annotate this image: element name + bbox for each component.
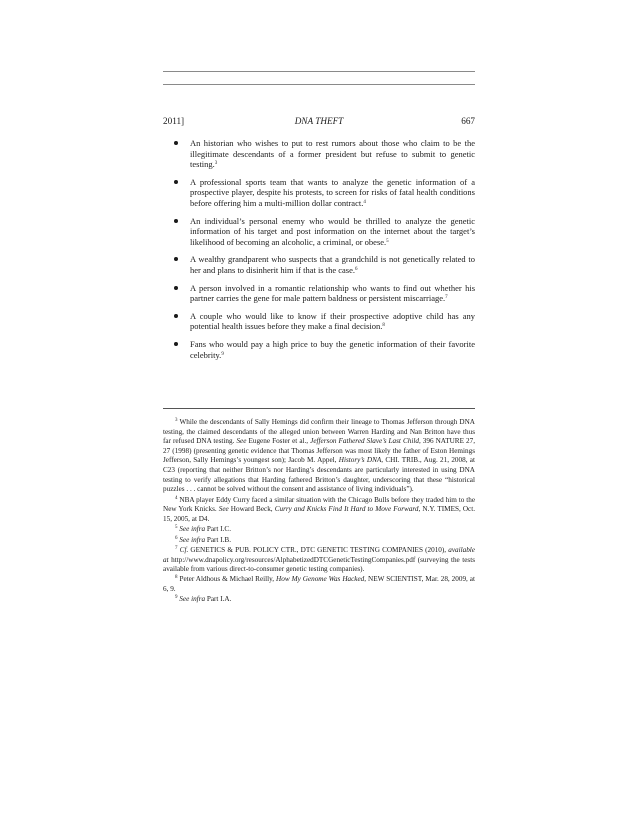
- bullet-icon: [174, 286, 178, 290]
- signal: See infra: [179, 595, 206, 604]
- footnote-ref: 9: [221, 351, 224, 357]
- bullet-icon: [174, 219, 178, 223]
- footnote-text: , 396 NATURE 27, 27 (1998) (presenting genetic evidence that Thomas Jefferson was most likely the father of Eston Hemings Jefferson, Sally Hemings’s youngest son); Jacob M. Appel,: [163, 437, 475, 465]
- signal: See infra: [179, 525, 206, 534]
- footnote-9: [163, 595, 475, 605]
- footnotes: [163, 418, 475, 606]
- footnote-text: , NEW SCIENTIST, Mar. 28, 2009, at 6, 9.: [163, 575, 475, 594]
- bullet-icon: [174, 257, 178, 261]
- bullet-icon: [174, 342, 178, 346]
- bullet-icon: [174, 180, 178, 184]
- top-rule-1: [163, 71, 475, 72]
- bullet-item: [163, 339, 475, 360]
- header-page-number: 667: [461, 116, 475, 126]
- footnote-text: , CHI. TRIB., Aug. 21, 2008, at C23 (reporting that neither Britton’s nor Harding’s descendants are particularly interested in using DNA testing to verify allegations that Harding fathered Britton’s daughter, underscoring that these “historical puzzles . . . cannot be solved without the consent and assistance of living individuals”).: [163, 456, 475, 494]
- bullet-item: [163, 283, 475, 304]
- footnote-number: 6: [175, 535, 178, 541]
- bullet-text: An historian who wishes to put to rest rumors about those who claim to be the illegitimate descendants of a former president but refuse to submit to genetic testing.: [190, 138, 475, 170]
- citation-title: Curry and Knicks Find It Hard to Move Forward: [274, 505, 419, 514]
- top-rule-2: [163, 84, 475, 85]
- footnote-number: 4: [175, 495, 178, 501]
- bullet-text: A professional sports team that wants to analyze the genetic information of a prospective player, despite his protests, to screen for risks of fatal health conditions before offering him a multi-million dollar contract.: [190, 176, 475, 208]
- footnote-text: GENETICS & PUB. POLICY CTR., DTC GENETIC TESTING COMPANIES (2010),: [188, 545, 449, 554]
- bullet-text: A person involved in a romantic relationship who wants to find out whether his partner carries the gene for male pattern baldness or persistent miscarriage.: [190, 282, 475, 304]
- footnote-separator: [163, 408, 475, 409]
- signal: available at: [163, 545, 475, 564]
- running-header: [163, 116, 475, 130]
- citation-title: History’s DNA: [338, 456, 382, 465]
- signal: Cf.: [179, 545, 189, 554]
- header-year: 2011]: [163, 116, 185, 126]
- bullet-text: A couple who would like to know if their prospective adoptive child has any potential health issues before they make a final decision.: [190, 310, 475, 332]
- footnote-6: [163, 536, 475, 546]
- footnote-number: 7: [175, 545, 178, 551]
- footnote-ref: 7: [445, 295, 448, 301]
- bullet-item: [163, 138, 475, 170]
- footnote-5: [163, 525, 475, 535]
- footnote-text: While the descendants of Sally Hemings did confirm their lineage to Thomas Jefferson through DNA testing, the claimed descendants of the alleged union between Warren Harding and Nan Britton have thus far refused DNA testing.: [163, 418, 475, 446]
- bullet-text: An individual’s personal enemy who would be thrilled to analyze the genetic information of his target and post information on the internet about the target’s likelihood of becoming an alcoholic, a criminal, or obese.: [190, 215, 475, 247]
- bullet-item: [163, 311, 475, 332]
- footnote-4: [163, 496, 475, 525]
- signal: See infra: [179, 535, 206, 544]
- footnote-text: Part I.A.: [205, 595, 232, 604]
- footnote-8: [163, 575, 475, 594]
- bullet-item: [163, 254, 475, 275]
- footnote-7: [163, 546, 475, 575]
- footnote-text: NBA player Eddy Curry faced a similar situation with the Chicago Bulls before they traded him to the New York Knicks.: [163, 495, 476, 514]
- bullet-icon: [174, 314, 178, 318]
- footnote-text: http://www.dnapolicy.org/resources/AlphabetizedDTCGeneticTestingCompanies.pdf (surveying the tests available from various direct-to-consumer genetic testing companies).: [163, 555, 475, 574]
- citation-title: Jefferson Fathered Slave’s Last Child: [310, 437, 419, 446]
- footnote-number: 5: [175, 525, 178, 531]
- bullet-list: [163, 138, 475, 367]
- footnote-text: Part I.C.: [205, 525, 231, 534]
- footnote-number: 9: [175, 595, 178, 601]
- footnote-number: 8: [175, 575, 178, 581]
- bullet-text: Fans who would pay a high price to buy the genetic information of their favorite celebrity.: [190, 338, 475, 360]
- citation-title: How My Genome Was Hacked: [276, 575, 365, 584]
- footnote-text: Howard Beck,: [228, 505, 275, 514]
- footnote-text: Peter Aldhous & Michael Reilly,: [179, 575, 277, 584]
- footnote-text: , N.Y. TIMES, Oct. 15, 2005, at D4.: [163, 505, 476, 523]
- bullet-icon: [174, 141, 178, 145]
- footnote-ref: 3: [214, 161, 218, 167]
- footnote-text: Eugene Foster et al.,: [246, 437, 311, 446]
- footnote-ref: 6: [355, 266, 358, 272]
- bullet-text: A wealthy grandparent who suspects that a grandchild is not genetically related to her and plans to disinherit him if that is the case.: [190, 254, 475, 275]
- footnote-ref: 4: [363, 199, 366, 205]
- signal: See: [236, 437, 247, 446]
- bullet-item: [163, 177, 475, 209]
- bullet-item: [163, 216, 475, 248]
- footnote-ref: 5: [386, 238, 389, 244]
- header-title: DNA THEFT: [294, 116, 344, 126]
- footnote-text: Part I.B.: [205, 535, 231, 544]
- footnote-number: 3: [175, 418, 178, 423]
- footnote-ref: 8: [382, 323, 385, 329]
- footnote-3: [163, 418, 475, 495]
- signal: See: [218, 505, 229, 514]
